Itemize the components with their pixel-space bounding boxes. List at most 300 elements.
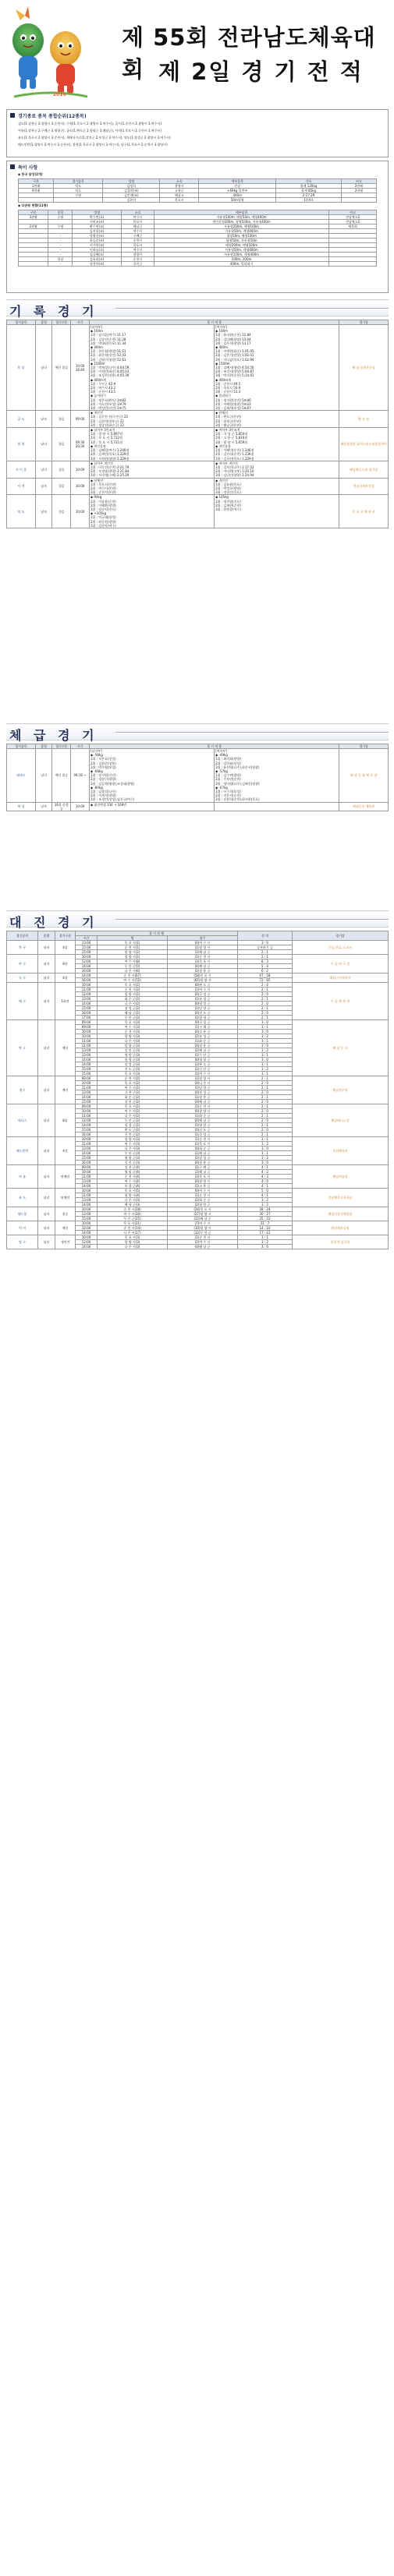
team-home: 목 포 시(5) <box>98 1189 168 1193</box>
column-subheader: 시간 <box>76 936 98 941</box>
result-line: ◆ 100m <box>91 329 103 334</box>
team-home: 광 양 시(3) <box>98 1240 168 1245</box>
match-time: 16:00 <box>76 1133 98 1137</box>
result-line: ◆ 개인종합 <box>215 443 231 448</box>
match-score: 5 : 0 <box>238 1189 293 1193</box>
team-home: 여 수 시(3) <box>98 1025 168 1030</box>
result-line: 3위 : 목 포 시 5,721점 <box>91 440 123 444</box>
match-time: 16:00 <box>76 1011 98 1016</box>
match-time: 16:00 <box>76 978 98 983</box>
match-score: 28 : 24 <box>238 1207 293 1212</box>
result-left <box>90 325 215 411</box>
match-score: 2 : 1 <box>238 950 293 955</box>
time-cell: 09:30 20:30 <box>71 428 90 461</box>
result-line: 3위 : 순천시 53.3 <box>215 390 241 394</box>
match-score: 2 : 1 <box>238 1076 293 1081</box>
standings-box <box>6 109 389 157</box>
stage-cell: 4강 <box>55 1137 76 1165</box>
team-away: (2)목 포 시 <box>168 1142 238 1147</box>
match-time: 12:00 <box>76 992 98 997</box>
match-score: 67 : 58 <box>238 974 293 978</box>
column-header: 세부종목 <box>199 179 276 184</box>
result-line: 1위 : 순천시 49.5 <box>215 381 241 386</box>
table-cell: 2연패 <box>341 184 376 189</box>
team-away: (0)곡 성 군 <box>168 992 238 997</box>
result-line: 1위 : 박재성(나주) 4:04.59 <box>91 366 130 370</box>
team-away: (1)화 순 군 <box>168 1114 238 1118</box>
sport-cell: 농 구 <box>7 974 38 983</box>
match-score: 3 : 2 <box>238 1203 293 1207</box>
team-away: (2)영 암 군 <box>168 1203 238 1207</box>
match-time: 14:00 <box>76 1095 98 1100</box>
team-away: (2)장 성 군 <box>168 1156 238 1161</box>
team-home: 목 포 시(3) <box>98 1235 168 1240</box>
match-score: 4 : 1 <box>238 1165 293 1170</box>
table-cell: 인상 <box>199 184 276 189</box>
standings-line: 배드민턴(1.광양시 2.여수시 3.순천시), 볼링(1.목포시 2.광양시 3.여수시), 당구(1.목포시 2.순천시 3.광양시) <box>18 143 168 147</box>
table-cell: 400m, 멀리뛰기 <box>154 262 329 267</box>
sport-cell: 역 도 <box>7 495 36 528</box>
table-cell: 박수빈(초) <box>73 215 121 220</box>
records-table-1 <box>18 178 377 203</box>
team-home: 순 천 시(2) <box>98 1076 168 1081</box>
team-home: 순 천 시(4) <box>98 1175 168 1179</box>
result-left <box>90 495 215 528</box>
table-row <box>19 262 377 267</box>
result-line: 2위 : 최동원(광양) <box>91 519 116 524</box>
stage-cell: 예선 <box>55 1020 76 1076</box>
result-line: ◆ 단체전 <box>215 411 229 415</box>
table-cell: 김유리(조) <box>73 257 121 262</box>
table-row <box>7 1104 389 1109</box>
result-right <box>215 461 339 478</box>
table-cell: 정진아(조) <box>73 262 121 267</box>
team-away: (1)해 남 군 <box>168 1151 238 1156</box>
table-cell <box>54 198 103 203</box>
match-time: 15:00 <box>76 1006 98 1011</box>
team-away: (2)장 흥 군 <box>168 969 238 974</box>
match-score: 6 : 2 <box>238 969 293 974</box>
result-line: 3위 : 선현희(순천),하지현(목포) <box>215 797 260 802</box>
team-home: 광 양 시(4) <box>98 1193 168 1198</box>
result-line: 3위 : 김은희(광양) 13.17 <box>215 341 251 345</box>
team-away: (0)장 흥 군 <box>168 1161 238 1165</box>
match-time: 10:00 <box>76 1034 98 1039</box>
table-cell: 자유형50m, 계영400m <box>154 229 329 234</box>
result-line: ◆ 400m <box>215 345 228 350</box>
column-header: 구분 <box>19 210 48 215</box>
match-score: 3 : 2 <box>238 1240 293 1245</box>
result-line: 1위 : 이혜미(순천) 1,246점 <box>215 448 254 453</box>
stage-cell: 4강 <box>55 974 76 983</box>
stage-cell: 1회전 <box>55 983 76 1020</box>
stage-cell: 결승 <box>52 411 71 428</box>
table-cell: 순천시 <box>121 239 154 243</box>
team-away: (1)해 남 군 <box>168 950 238 955</box>
sport-cell: 야 구 <box>7 955 38 974</box>
team-away: (1)완 도 군 <box>168 1062 238 1067</box>
table-cell: 합계 85kg <box>276 189 341 193</box>
venue-cell: 목 포 고 체 육 관 <box>339 495 389 528</box>
team-home: 강 진 군(2) <box>98 1100 168 1104</box>
table-row <box>7 1020 389 1025</box>
team-home: 광 양 시(3) <box>98 1034 168 1039</box>
result-right <box>215 411 339 428</box>
table-cell: 평영50m, 배영100m <box>154 234 329 239</box>
table-cell: 서연조(조) <box>73 220 121 224</box>
team-home: 나 주 시(3) <box>98 1198 168 1203</box>
class-cell: 남녀 <box>38 1235 55 1249</box>
match-time: 11:00 <box>76 1044 98 1048</box>
table-cell: 이하늘(초) <box>73 248 121 253</box>
table-cell <box>341 198 376 203</box>
table-cell: 2관왕 <box>19 224 48 229</box>
team-away: (0)곡 성 군 <box>168 1020 238 1025</box>
table-cell: 자유형100m, 계영400m <box>154 253 329 257</box>
result-line: ◆ 개인전 <box>91 411 103 415</box>
venue-cell: 해 남 동 초 <box>293 1020 389 1076</box>
result-line: [여자부] <box>215 325 227 329</box>
team-away: (2)신 안 군 <box>168 1067 238 1072</box>
table-cell: 수영 <box>48 224 73 229</box>
match-time: 16:00 <box>76 969 98 974</box>
result-left <box>90 802 215 811</box>
table-cell: 김민재(조) <box>103 193 160 198</box>
match-time: 10:00 <box>76 1207 98 1212</box>
result-line: 1위 : 장지원(신안) <box>91 773 116 778</box>
result-line: ◆ -67kg <box>215 785 228 790</box>
team-away: (0)여 수 시 <box>168 941 238 945</box>
bullet-square-icon <box>10 113 15 118</box>
class-cell: 남녀 <box>38 1137 55 1165</box>
result-line: 3위 : 순천시 43.5 <box>91 390 116 394</box>
result-right <box>215 495 339 528</box>
sport-cell: 배 구 <box>7 983 38 1020</box>
team-home: 여 수 시(72) <box>98 978 168 983</box>
time-cell: 10:00 <box>71 495 90 528</box>
team-home: 장 성 군(3) <box>98 1062 168 1067</box>
result-line: 3위 : 김승혁(영광),조성태(광양) <box>91 781 135 786</box>
column-header: 경기장 <box>293 931 389 941</box>
table-cell: 여수시 <box>121 229 154 234</box>
venue-cell: 우 슬 체 육 관 <box>293 983 389 1020</box>
result-line: 1위 : 김유윤(목포) <box>215 482 241 486</box>
match-score: 2 : 1 <box>238 1133 293 1137</box>
result-line: 1위 : 목포시(본관) <box>91 482 116 486</box>
table-cell: 서가현(조) <box>73 243 121 248</box>
result-line: 1위 : 정지원(강진) 5m46 <box>215 398 251 402</box>
table-cell: 목포시 <box>121 220 154 224</box>
match-time: 09:00 <box>76 1020 98 1025</box>
team-home: 순 천 시(3) <box>98 1030 168 1034</box>
match-section-title: 대 진 경 기 <box>6 910 389 928</box>
match-score: 2 : 0 <box>238 1011 293 1016</box>
match-score: 2 : 0 <box>238 1002 293 1006</box>
match-score: 3 : 0 <box>238 1058 293 1062</box>
result-line: 1위 : 광 양 시 5,897점 <box>91 432 123 436</box>
result-line: 2위 : 최준혁(강진) 52.43 <box>91 353 126 358</box>
table-cell: 강진군 <box>121 262 154 267</box>
match-score: 3 : 1 <box>238 1137 293 1142</box>
team-home: 해 남 군(2) <box>98 1011 168 1016</box>
stage-cell: 결승 <box>52 495 71 528</box>
class-cell: 남자 <box>35 495 52 528</box>
team-away: (24)목 포 시 <box>168 1207 238 1212</box>
team-home: 목 포 시(2) <box>98 983 168 988</box>
team-away: (1)여 수 시 <box>168 1072 238 1076</box>
table-cell: 2:27.29 <box>276 193 341 198</box>
team-home: 무 안 군(2) <box>98 1118 168 1123</box>
match-score: 2 : 1 <box>238 1086 293 1090</box>
team-home: 진 도 군(3) <box>98 1067 168 1072</box>
table-cell <box>19 262 48 267</box>
result-line: 3위 : 박대현(목포) 11.34 <box>91 341 126 345</box>
match-time: 09:00 <box>76 1025 98 1030</box>
team-home: 여 수 시(2) <box>98 1109 168 1114</box>
class-cell: 남자 <box>38 983 55 1020</box>
result-line: 3위 : 박지현(순천) 5:14.61 <box>215 373 254 378</box>
team-away: (1)보 성 군 <box>168 997 238 1002</box>
table-row <box>7 1235 389 1240</box>
result-line: ◆ 94kg <box>91 495 102 500</box>
class-cell: 남자 <box>35 411 52 428</box>
team-away: (1)고 흥 군 <box>168 1184 238 1189</box>
match-score: 3 : 1 <box>238 1062 293 1067</box>
match-time: 11:00 <box>76 988 98 992</box>
match-score: 3 : 0 <box>238 1147 293 1151</box>
venue-cell: 우슬,한호,고,오시 <box>293 941 389 955</box>
match-score: 3 : 0 <box>238 1030 293 1034</box>
team-home: 장 성 군(2) <box>98 1123 168 1128</box>
table-cell: 김지헌(조) <box>73 229 121 234</box>
result-line: ◆ 400m계 <box>215 377 231 382</box>
match-score: 2 : 1 <box>238 1104 293 1109</box>
result-line: ◆ 1500m <box>91 361 105 366</box>
sport-cell: 복 싱 <box>7 802 36 811</box>
result-line: 1위 : 정은호(완도) 1m82 <box>91 398 126 402</box>
result-line: 3위 : 해남군(본관) <box>215 422 241 427</box>
match-score: 3 : 0 <box>238 1245 293 1249</box>
class-cell: 남자 <box>35 802 52 811</box>
team-away: (1)순 천 시 <box>168 955 238 959</box>
record-section-title: 기 록 경 기 <box>6 299 389 316</box>
match-score: 3 : 2 <box>238 1034 293 1039</box>
match-time: 09:00 <box>76 1104 98 1109</box>
match-time: 14:00 <box>76 1151 98 1156</box>
team-away: (2)여 수 시 <box>168 1240 238 1245</box>
weight-section-title: 체 급 경 기 <box>6 723 389 740</box>
team-away: (27)광 양 시 <box>168 1212 238 1217</box>
table-cell: 자유형50m, 계영400m <box>154 248 329 253</box>
result-line: 2위 : 함평군(본관) <box>215 419 241 423</box>
table-cell: 배영200m, 배영100m <box>154 243 329 248</box>
match-time: 13:00 <box>76 1179 98 1184</box>
team-home: 해 남 군(3) <box>98 1203 168 1207</box>
team-away: (1)구 례 군 <box>168 1025 238 1030</box>
result-line: 1위 : 김희진(나주) 1:17.52 <box>215 465 254 469</box>
team-away: (0)여 수 시 <box>168 1189 238 1193</box>
team-home: 무 안 군(5) <box>98 964 168 969</box>
team-away: (1)광 양 시 <box>168 1076 238 1081</box>
result-line: 1위 : 이수희(보성) <box>215 790 241 794</box>
match-time: 13:00 <box>76 1198 98 1203</box>
match-time: 10:00 <box>76 1170 98 1175</box>
team-away: (0)보 성 군 <box>168 1090 238 1095</box>
stage-cell: 8강 <box>55 1104 76 1137</box>
table-cell: 자유형100m, 배영50m, 계영400m <box>154 215 329 220</box>
team-away: (1)순 천 시 <box>168 1137 238 1142</box>
match-score: 17 : 12 <box>238 1231 293 1235</box>
team-away: (1)곡 성 군 <box>168 1133 238 1137</box>
match-score: 25 : 22 <box>238 1217 293 1221</box>
weight-table <box>6 744 389 811</box>
result-line: 2위 : 이성민(화순) 4:05.03 <box>91 369 130 374</box>
team-home: 목 포 시(3) <box>98 1020 168 1025</box>
match-score: 3 : 1 <box>238 1039 293 1044</box>
match-time: 15:00 <box>76 1156 98 1161</box>
stage-cell: 결승 <box>52 478 71 495</box>
result-line: 3위 : 순천시(본관) <box>91 490 116 495</box>
match-score: 4 : 1 <box>238 1193 293 1198</box>
match-table <box>6 931 389 1249</box>
match-score: 2 : 0 <box>238 983 293 988</box>
venue-cell: 해남다목적체육관 <box>293 1207 389 1221</box>
match-score: 14 : 10 <box>238 1226 293 1231</box>
result-line: 2위 : 김현석(장흥군) 22 <box>91 419 124 423</box>
table-cell: - <box>48 234 73 239</box>
table-cell: 정영진(조) <box>73 234 121 239</box>
stage-cell: 예선 결승 <box>52 325 71 411</box>
team-away: (1)순 천 시 <box>168 1104 238 1109</box>
result-left <box>90 411 215 428</box>
table-cell: 50m평영 <box>199 198 276 203</box>
sport-cell: 럭 비 <box>7 1221 38 1235</box>
match-time: 16:00 <box>76 1161 98 1165</box>
venue-cell: 해남군민체육관 <box>293 974 389 983</box>
column-header: 경기장 <box>339 320 389 325</box>
table-cell: 김다혜(조) <box>73 253 121 257</box>
time-cell: 10:00 16:40 <box>71 325 90 411</box>
result-line: 3위 : 서석재(구례) 2:25.29 <box>91 473 130 478</box>
sport-cell: 핸드볼 <box>7 1207 38 1221</box>
match-time: 09:00 <box>76 1165 98 1170</box>
match-time: 13:00 <box>76 1090 98 1095</box>
result-right <box>215 325 339 411</box>
table-cell: 3관왕 <box>19 215 48 220</box>
result-line: 1위 : 이동건(순천) 2:21.79 <box>91 465 130 469</box>
match-time: 14:00 <box>76 1231 98 1235</box>
records-title: 특이 사항 <box>18 165 38 171</box>
result-line: 1위 : 완도군(본관) <box>215 415 241 419</box>
team-away: (4)해 남 군 <box>168 964 238 969</box>
team-away: (3)목 포 시 <box>168 959 238 964</box>
table-cell: 개인혼영200m, 평영100m, 자유형400m <box>154 220 329 224</box>
match-score: 3 : 2 <box>238 1142 293 1147</box>
team-away: (0)해 남 군 <box>168 1118 238 1123</box>
match-score: 2 : 0 <box>238 992 293 997</box>
table-cell: - <box>48 243 73 248</box>
team-away: (2)보 성 군 <box>168 1034 238 1039</box>
standings-line: 검도(1.장흥군 2.광양시 3.순천시), 수영(1.목포시 2.광양시 3.여수시), 골프(1.순천시 2.광양시 3.여수시) <box>18 122 162 125</box>
stage-cell: 단체전 <box>55 1165 76 1189</box>
column-header: 경기종목 <box>54 179 103 184</box>
result-line: ◆ -68kg <box>91 769 103 774</box>
result-line: 2위 : 이재석(광양) <box>91 793 116 798</box>
stage-cell: 결승 <box>52 428 71 461</box>
team-home: 목 포 시(3) <box>98 1072 168 1076</box>
stage-cell: 결승 <box>52 461 71 478</box>
team-home: 여 수 시(8) <box>98 959 168 964</box>
result-line: 2위 : 김다혜(광양) 13.04 <box>215 337 251 341</box>
sport-cell: 볼 링 <box>7 428 36 461</box>
match-time: 14:00 <box>76 974 98 978</box>
team-home: 신 안 군(2) <box>98 1133 168 1137</box>
class-cell: 남녀 <box>38 1189 55 1207</box>
result-line: ◆ +105kg <box>91 511 107 516</box>
match-time: 10:00 <box>76 1081 98 1086</box>
match-score: 72 : 65 <box>238 978 293 983</box>
class-cell: 남자 <box>38 974 55 983</box>
match-score: 2 : 1 <box>238 1006 293 1011</box>
result-line: 2위 : 여수시 43.2 <box>91 386 116 390</box>
stage-cell: 개인전 <box>55 1235 76 1249</box>
class-cell: 남녀 <box>35 749 52 803</box>
result-line: 3위 : 김준아(여수) <box>91 523 116 528</box>
match-time: 14:00 <box>76 1002 98 1006</box>
team-home: 광 양 시(2) <box>98 992 168 997</box>
column-header: 종별 <box>38 931 55 941</box>
result-line: ◆ 대진변경 134 → 169번 <box>91 802 127 807</box>
class-cell: 남녀 <box>38 1104 55 1137</box>
table-row <box>7 983 389 988</box>
match-score: 3 : 1 <box>238 1235 293 1240</box>
sport-cell: 정구 <box>7 1076 38 1104</box>
sport-cell: 배드민턴 <box>7 1137 38 1165</box>
result-line: 2위 : 이해랑(영광) 5m22 <box>215 401 251 406</box>
result-line: ◆ 1500m <box>215 361 230 366</box>
result-line: [남자부] <box>91 325 102 329</box>
team-away: (0)고 흥 군 <box>168 1030 238 1034</box>
result-line: 2위 : 김현준(장흥) <box>91 761 116 765</box>
team-away: (65)광 양 시 <box>168 978 238 983</box>
result-line: ◆ -49kg <box>215 753 228 758</box>
result-line: 3위 : 정아영(나주),김혜진(영광) <box>215 781 260 786</box>
table-row <box>7 478 389 495</box>
team-away: (1)화 순 군 <box>168 1039 238 1044</box>
column-header: 경기구분 <box>52 320 71 325</box>
table-cell: 광양시 <box>160 184 199 189</box>
table-row <box>7 955 389 959</box>
team-home: 함 평 군(3) <box>98 1058 168 1062</box>
table-cell: 전남체고2 <box>329 215 377 220</box>
match-score: 3 : 2 <box>238 1067 293 1072</box>
table-cell: 목포시 <box>121 243 154 248</box>
team-away: (12)무 안 군 <box>168 1231 238 1235</box>
match-time: 10:00 <box>76 1235 98 1240</box>
result-line: 1위 : 무안군 42.9 <box>91 381 116 386</box>
column-header: 소속 <box>121 210 154 215</box>
team-home: 여 수 시(30) <box>98 1212 168 1217</box>
standings-title: 경기종료 종목 종합순위(12종목) <box>18 114 87 119</box>
table-cell: 4연패 <box>19 189 54 193</box>
column-header: 종목 <box>48 210 73 215</box>
match-time: 14:00 <box>76 1203 98 1207</box>
match-time: 11:00 <box>76 1114 98 1118</box>
table-cell: 2연패 <box>341 189 376 193</box>
team-away: (0)해 남 군 <box>168 1245 238 1249</box>
match-score: 2 : 1 <box>238 1114 293 1118</box>
team-home: 여 수 시(2) <box>98 1086 168 1090</box>
